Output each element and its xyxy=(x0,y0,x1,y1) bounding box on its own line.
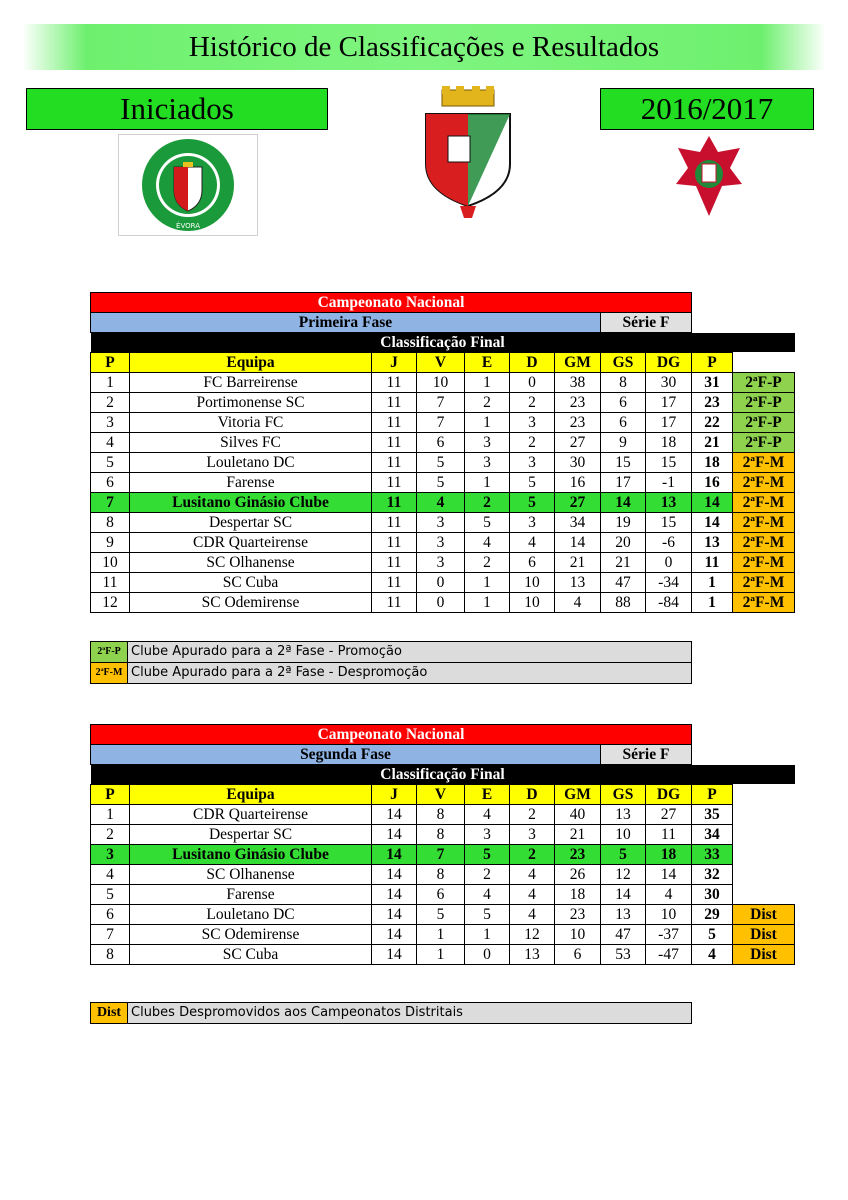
team-name-cell: CDR Quarteirense xyxy=(130,533,372,553)
stat-cell: 17 xyxy=(646,393,692,413)
stat-cell: 1 xyxy=(692,593,733,613)
team-name-cell: SC Cuba xyxy=(130,945,372,965)
stat-cell: 4 xyxy=(510,905,555,925)
stat-cell: 14 xyxy=(692,493,733,513)
table-row xyxy=(91,373,795,393)
stat-cell: 11 xyxy=(372,513,417,533)
stat-cell: 13 xyxy=(646,493,692,513)
stat-cell: 8 xyxy=(417,825,465,845)
stat-cell: 12 xyxy=(510,925,555,945)
category-label: Iniciados xyxy=(26,88,328,130)
stat-cell: 40 xyxy=(555,805,601,825)
team-name-cell: Despertar SC xyxy=(130,513,372,533)
stat-cell: 5 xyxy=(465,905,510,925)
stat-cell: 7 xyxy=(417,393,465,413)
team-name-cell: Farense xyxy=(130,885,372,905)
phase-label: Primeira Fase xyxy=(91,313,601,333)
stat-cell: 2 xyxy=(465,865,510,885)
stat-cell: 5 xyxy=(417,453,465,473)
stat-cell: 11 xyxy=(372,593,417,613)
stat-cell: 3 xyxy=(417,513,465,533)
stat-cell: 5 xyxy=(510,493,555,513)
stat-cell: 34 xyxy=(555,513,601,533)
page-title: Histórico de Classificações e Resultados xyxy=(22,24,826,70)
stat-cell: 4 xyxy=(646,885,692,905)
season-label: 2016/2017 xyxy=(600,88,814,130)
stat-cell: 0 xyxy=(465,945,510,965)
team-name-cell: Lusitano Ginásio Clube xyxy=(130,845,372,865)
stat-cell: 30 xyxy=(646,373,692,393)
stat-cell: 14 xyxy=(372,925,417,945)
stat-cell: 11 xyxy=(91,573,130,593)
stat-cell: 14 xyxy=(372,945,417,965)
team-name-cell: FC Barreirense xyxy=(130,373,372,393)
stat-cell: 14 xyxy=(692,513,733,533)
team-name-cell: Louletano DC xyxy=(130,905,372,925)
stat-cell: 13 xyxy=(555,573,601,593)
table-row xyxy=(91,453,795,473)
qualification-badge xyxy=(733,825,795,845)
stat-cell: 1 xyxy=(465,573,510,593)
stat-cell: 21 xyxy=(555,825,601,845)
stat-cell: 16 xyxy=(555,473,601,493)
stat-cell: 21 xyxy=(555,553,601,573)
qualification-badge: Dist xyxy=(733,945,795,965)
phase-label: Segunda Fase xyxy=(91,745,601,765)
stat-cell: 4 xyxy=(465,805,510,825)
stat-cell: 4 xyxy=(465,533,510,553)
team-name-cell: SC Olhanense xyxy=(130,553,372,573)
serie-label: Série F xyxy=(601,313,692,333)
table-row xyxy=(91,573,795,593)
stat-cell: 47 xyxy=(601,573,646,593)
stat-cell: 15 xyxy=(646,513,692,533)
stat-cell: -34 xyxy=(646,573,692,593)
stat-cell: 7 xyxy=(91,925,130,945)
stat-cell: 3 xyxy=(465,433,510,453)
legend-item xyxy=(91,663,692,684)
stat-cell: 2 xyxy=(510,433,555,453)
stat-cell: 9 xyxy=(91,533,130,553)
team-name-cell: Portimonense SC xyxy=(130,393,372,413)
stat-cell: 8 xyxy=(91,513,130,533)
phase1-legend xyxy=(90,641,692,684)
legend-text: Clubes Despromovidos aos Campeonatos Distritais xyxy=(128,1003,692,1024)
stat-cell: 19 xyxy=(601,513,646,533)
stat-cell: 7 xyxy=(417,413,465,433)
stat-cell: 27 xyxy=(646,805,692,825)
stat-cell: 4 xyxy=(692,945,733,965)
team-name-cell: SC Olhanense xyxy=(130,865,372,885)
stat-cell: 18 xyxy=(692,453,733,473)
team-name-cell: Vitoria FC xyxy=(130,413,372,433)
stat-cell: 11 xyxy=(372,573,417,593)
stat-cell: 8 xyxy=(91,945,130,965)
table-row xyxy=(91,513,795,533)
stat-cell: 3 xyxy=(91,845,130,865)
stat-cell: 10 xyxy=(555,925,601,945)
stat-cell: 10 xyxy=(601,825,646,845)
federation-logo xyxy=(674,134,744,218)
phase2-standings-table xyxy=(90,724,795,965)
stat-cell: 27 xyxy=(555,433,601,453)
stat-cell: 0 xyxy=(510,373,555,393)
table-row xyxy=(91,433,795,453)
stat-cell: 7 xyxy=(91,493,130,513)
stat-cell: 34 xyxy=(692,825,733,845)
table-header-row: P Equipa J V E D GM GS DG P xyxy=(91,785,795,805)
competition-title: Campeonato Nacional xyxy=(91,293,692,313)
stat-cell: 4 xyxy=(465,885,510,905)
stat-cell: 1 xyxy=(91,805,130,825)
stat-cell: 6 xyxy=(601,413,646,433)
stat-cell: 5 xyxy=(417,905,465,925)
qualification-badge: 2ªF-P xyxy=(733,413,795,433)
final-standings-title: Classificação Final xyxy=(91,333,795,353)
stat-cell: 1 xyxy=(465,593,510,613)
stat-cell: 0 xyxy=(417,573,465,593)
stat-cell: 22 xyxy=(692,413,733,433)
serie-label: Série F xyxy=(601,745,692,765)
stat-cell: 11 xyxy=(372,533,417,553)
stat-cell: 3 xyxy=(417,533,465,553)
stat-cell: 13 xyxy=(510,945,555,965)
team-name-cell: SC Odemirense xyxy=(130,925,372,945)
team-name-cell: Louletano DC xyxy=(130,453,372,473)
stat-cell: 35 xyxy=(692,805,733,825)
stat-cell: 4 xyxy=(510,865,555,885)
stat-cell: 4 xyxy=(91,865,130,885)
stat-cell: 88 xyxy=(601,593,646,613)
stat-cell: 2 xyxy=(465,493,510,513)
table-row xyxy=(91,925,795,945)
stat-cell: 14 xyxy=(646,865,692,885)
stat-cell: 11 xyxy=(372,493,417,513)
stat-cell: 11 xyxy=(372,413,417,433)
stat-cell: 20 xyxy=(601,533,646,553)
stat-cell: 6 xyxy=(555,945,601,965)
stat-cell: 6 xyxy=(510,553,555,573)
stat-cell: 18 xyxy=(646,845,692,865)
stat-cell: 16 xyxy=(692,473,733,493)
stat-cell: 8 xyxy=(601,373,646,393)
qualification-badge xyxy=(733,805,795,825)
table-row xyxy=(91,905,795,925)
legend-item xyxy=(91,1003,692,1024)
stat-cell: -6 xyxy=(646,533,692,553)
team-name-cell: CDR Quarteirense xyxy=(130,805,372,825)
stat-cell: 1 xyxy=(417,925,465,945)
stat-cell: 13 xyxy=(692,533,733,553)
qualification-badge: 2ªF-P xyxy=(733,393,795,413)
svg-text:ÉVORA: ÉVORA xyxy=(176,222,200,230)
stat-cell: 3 xyxy=(465,453,510,473)
stat-cell: 5 xyxy=(510,473,555,493)
stat-cell: 23 xyxy=(555,845,601,865)
table-header-row: P Equipa J V E D GM GS DG P xyxy=(91,353,795,373)
stat-cell: 29 xyxy=(692,905,733,925)
stat-cell: 14 xyxy=(601,493,646,513)
stat-cell: 2 xyxy=(510,845,555,865)
stat-cell: 10 xyxy=(91,553,130,573)
stat-cell: 11 xyxy=(372,473,417,493)
stat-cell: 5 xyxy=(91,885,130,905)
stat-cell: 7 xyxy=(417,845,465,865)
stat-cell: 4 xyxy=(510,885,555,905)
stat-cell: 11 xyxy=(372,433,417,453)
final-standings-title: Classificação Final xyxy=(91,765,795,785)
stat-cell: 15 xyxy=(601,453,646,473)
stat-cell: 13 xyxy=(601,905,646,925)
stat-cell: 47 xyxy=(601,925,646,945)
phase2-legend xyxy=(90,1002,692,1024)
stat-cell: 11 xyxy=(372,373,417,393)
stat-cell: 14 xyxy=(372,805,417,825)
legend-key-promotion: 2ªF-P xyxy=(91,642,128,663)
stat-cell: 21 xyxy=(692,433,733,453)
stat-cell: 17 xyxy=(646,413,692,433)
stat-cell: 11 xyxy=(646,825,692,845)
club-department-logo xyxy=(118,134,258,236)
stat-cell: 17 xyxy=(601,473,646,493)
table-row xyxy=(91,825,795,845)
stat-cell: 31 xyxy=(692,373,733,393)
stat-cell: 27 xyxy=(555,493,601,513)
stat-cell: 14 xyxy=(601,885,646,905)
stat-cell: 5 xyxy=(91,453,130,473)
table-row xyxy=(91,805,795,825)
stat-cell: 18 xyxy=(646,433,692,453)
qualification-badge xyxy=(733,885,795,905)
table-row xyxy=(91,473,795,493)
table-row xyxy=(91,493,795,513)
stat-cell: 9 xyxy=(601,433,646,453)
stat-cell: 3 xyxy=(510,825,555,845)
stat-cell: 6 xyxy=(417,433,465,453)
legend-text: Clube Apurado para a 2ª Fase - Despromoção xyxy=(128,663,692,684)
stat-cell: 3 xyxy=(465,825,510,845)
table-row xyxy=(91,845,795,865)
legend-item xyxy=(91,642,692,663)
team-name-cell: Despertar SC xyxy=(130,825,372,845)
qualification-badge: 2ªF-M xyxy=(733,513,795,533)
stat-cell: 11 xyxy=(372,453,417,473)
stat-cell: 2 xyxy=(465,393,510,413)
stat-cell: 4 xyxy=(417,493,465,513)
legend-key-relegated: Dist xyxy=(91,1003,128,1024)
stat-cell: 5 xyxy=(601,845,646,865)
stat-cell: 15 xyxy=(646,453,692,473)
stat-cell: 18 xyxy=(555,885,601,905)
qualification-badge: 2ªF-M xyxy=(733,553,795,573)
qualification-badge: 2ªF-M xyxy=(733,453,795,473)
table-row xyxy=(91,865,795,885)
stat-cell: 3 xyxy=(510,413,555,433)
stat-cell: 0 xyxy=(417,593,465,613)
stat-cell: 2 xyxy=(465,553,510,573)
stat-cell: 2 xyxy=(510,805,555,825)
stat-cell: 0 xyxy=(646,553,692,573)
stat-cell: -1 xyxy=(646,473,692,493)
stat-cell: 23 xyxy=(555,393,601,413)
stat-cell: 2 xyxy=(510,393,555,413)
stat-cell: 3 xyxy=(510,453,555,473)
stat-cell: 4 xyxy=(91,433,130,453)
stat-cell: 14 xyxy=(372,845,417,865)
team-name-cell: SC Cuba xyxy=(130,573,372,593)
legend-key-relegation: 2ªF-M xyxy=(91,663,128,684)
stat-cell: 10 xyxy=(417,373,465,393)
stat-cell: 13 xyxy=(601,805,646,825)
stat-cell: 30 xyxy=(555,453,601,473)
qualification-badge: 2ªF-M xyxy=(733,533,795,553)
qualification-badge: 2ªF-M xyxy=(733,573,795,593)
stat-cell: 14 xyxy=(555,533,601,553)
stat-cell: 11 xyxy=(372,553,417,573)
stat-cell: 1 xyxy=(417,945,465,965)
stat-cell: 1 xyxy=(465,373,510,393)
stat-cell: 33 xyxy=(692,845,733,865)
stat-cell: 14 xyxy=(372,905,417,925)
table-row xyxy=(91,593,795,613)
stat-cell: 6 xyxy=(601,393,646,413)
stat-cell: 3 xyxy=(510,513,555,533)
qualification-badge: 2ªF-M xyxy=(733,593,795,613)
qualification-badge xyxy=(733,845,795,865)
stat-cell: -47 xyxy=(646,945,692,965)
stat-cell: 14 xyxy=(372,825,417,845)
table-row xyxy=(91,885,795,905)
qualification-badge: 2ªF-P xyxy=(733,373,795,393)
stat-cell: 1 xyxy=(465,925,510,945)
stat-cell: 5 xyxy=(417,473,465,493)
stat-cell: -84 xyxy=(646,593,692,613)
team-name-cell: Farense xyxy=(130,473,372,493)
club-crest-logo xyxy=(420,86,516,222)
table-row xyxy=(91,413,795,433)
stat-cell: -37 xyxy=(646,925,692,945)
stat-cell: 8 xyxy=(417,865,465,885)
stat-cell: 30 xyxy=(692,885,733,905)
stat-cell: 23 xyxy=(555,413,601,433)
stat-cell: 12 xyxy=(91,593,130,613)
stat-cell: 2 xyxy=(91,393,130,413)
team-name-cell: SC Odemirense xyxy=(130,593,372,613)
stat-cell: 21 xyxy=(601,553,646,573)
stat-cell: 32 xyxy=(692,865,733,885)
stat-cell: 4 xyxy=(555,593,601,613)
stat-cell: 23 xyxy=(555,905,601,925)
stat-cell: 10 xyxy=(510,573,555,593)
stat-cell: 2 xyxy=(91,825,130,845)
qualification-badge: 2ªF-M xyxy=(733,493,795,513)
stat-cell: 11 xyxy=(692,553,733,573)
stat-cell: 10 xyxy=(510,593,555,613)
legend-text: Clube Apurado para a 2ª Fase - Promoção xyxy=(128,642,692,663)
stat-cell: 6 xyxy=(417,885,465,905)
stat-cell: 10 xyxy=(646,905,692,925)
table-row xyxy=(91,553,795,573)
stat-cell: 12 xyxy=(601,865,646,885)
stat-cell: 38 xyxy=(555,373,601,393)
qualification-badge: 2ªF-P xyxy=(733,433,795,453)
stat-cell: 53 xyxy=(601,945,646,965)
stat-cell: 26 xyxy=(555,865,601,885)
qualification-badge: Dist xyxy=(733,905,795,925)
competition-title: Campeonato Nacional xyxy=(91,725,692,745)
table-row xyxy=(91,533,795,553)
stat-cell: 11 xyxy=(372,393,417,413)
qualification-badge: Dist xyxy=(733,925,795,945)
team-name-cell: Lusitano Ginásio Clube xyxy=(130,493,372,513)
stat-cell: 1 xyxy=(692,573,733,593)
table-row xyxy=(91,393,795,413)
qualification-badge xyxy=(733,865,795,885)
stat-cell: 14 xyxy=(372,865,417,885)
stat-cell: 3 xyxy=(91,413,130,433)
team-name-cell: Silves FC xyxy=(130,433,372,453)
stat-cell: 1 xyxy=(91,373,130,393)
stat-cell: 6 xyxy=(91,473,130,493)
qualification-badge: 2ªF-M xyxy=(733,473,795,493)
stat-cell: 23 xyxy=(692,393,733,413)
stat-cell: 8 xyxy=(417,805,465,825)
table-row xyxy=(91,945,795,965)
stat-cell: 3 xyxy=(417,553,465,573)
stat-cell: 4 xyxy=(510,533,555,553)
stat-cell: 1 xyxy=(465,413,510,433)
stat-cell: 6 xyxy=(91,905,130,925)
stat-cell: 5 xyxy=(465,513,510,533)
stat-cell: 5 xyxy=(692,925,733,945)
stat-cell: 14 xyxy=(372,885,417,905)
stat-cell: 5 xyxy=(465,845,510,865)
phase1-standings-table xyxy=(90,292,795,613)
stat-cell: 1 xyxy=(465,473,510,493)
